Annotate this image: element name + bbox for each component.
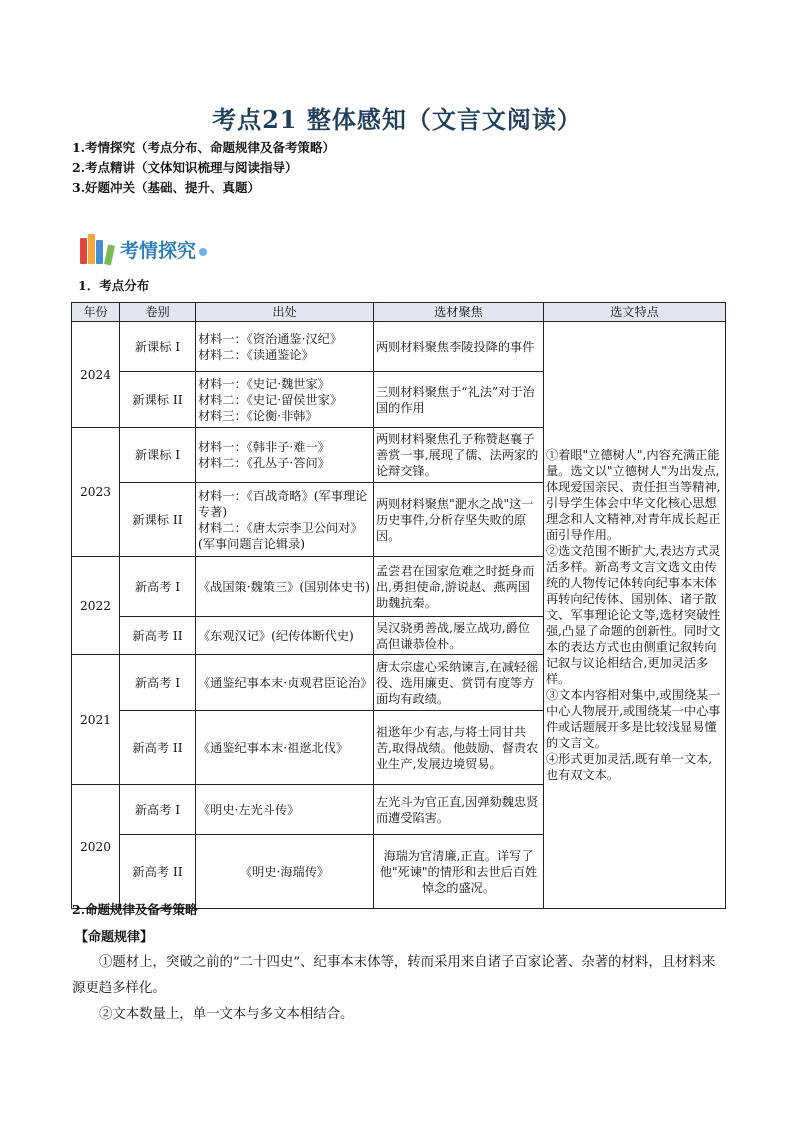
source-cell: 《明史·左光斗传》 bbox=[196, 785, 374, 835]
paper-cell: 新高考 II bbox=[120, 711, 196, 785]
section-2-heading: 2.命题规律及备考策略 bbox=[72, 902, 198, 917]
books-icon bbox=[78, 234, 116, 264]
section-banner bbox=[78, 232, 207, 266]
paper-cell: 新课标 I bbox=[120, 428, 196, 483]
header-cell: 年份 bbox=[72, 303, 120, 322]
paper-cell: 新高考 II bbox=[120, 617, 196, 655]
paper-cell: 新课标 II bbox=[120, 372, 196, 428]
focus-cell: 祖逖年少有志,与将士同甘共苦,取得战绩。他鼓励、督责农业生产,发展边境贸易。 bbox=[374, 711, 544, 785]
year-cell: 2023 bbox=[72, 428, 120, 557]
feature-item: ②选文范围不断扩大,表达方式灵活多样。新高考文言文选文由传统的人物传记体转向纪事本末体再转向纪传体、国别体、诸子散文、军事理论论文等,选材突破性强,凸显了命题的创新性。同时文本的表达方式也由侧重记叙转向记叙与议论相结合,更加灵活多样。 bbox=[546, 544, 721, 686]
feature-item: ④形式更加灵活,既有单一文本,也有双文本。 bbox=[546, 752, 713, 782]
focus-cell: 两则材料聚焦"淝水之战"这一历史事件,分析存坚失败的原因。 bbox=[374, 483, 544, 557]
source-cell: 《明史·海瑞传》 bbox=[196, 835, 374, 909]
focus-cell: 海瑞为官清廉,正直。详写了他"死谏"的情形和去世后百姓悼念的盛况。 bbox=[374, 835, 544, 909]
source-cell: 《战国策·魏策三》(国别体史书) bbox=[196, 557, 374, 617]
page-title: 考点21 整体感知（文言文阅读） bbox=[212, 105, 582, 134]
paper-cell: 新课标 I bbox=[120, 322, 196, 372]
source-cell: 材料一：《史记·魏世家》 材料二：《史记·留侯世家》 材料三：《论衡·非韩》 bbox=[196, 372, 374, 428]
header-cell: 卷别 bbox=[120, 303, 196, 322]
focus-cell: 孟尝君在国家危难之时挺身而出,勇担使命,游说赵、燕两国助魏抗秦。 bbox=[374, 557, 544, 617]
header-cell: 出处 bbox=[196, 303, 374, 322]
outline bbox=[72, 138, 335, 198]
paper-cell: 新高考 II bbox=[120, 835, 196, 909]
feature-item: ①着眼"立德树人",内容充满正能量。选文以"立德树人"为出发点,体现爱国亲民、责任担当等精神,引导学生体会中华文化核心思想理念和人文精神,对青年成长起正面引导作用。 bbox=[546, 448, 721, 542]
focus-cell: 唐太宗虚心采纳谏言,在减轻徭役、选用廉吏、赏罚有度等方面均有政绩。 bbox=[374, 655, 544, 711]
year-cell: 2024 bbox=[72, 322, 120, 428]
outline-item: 1.考情探究（考点分布、命题规律及备考策略） bbox=[72, 140, 336, 155]
year-cell: 2021 bbox=[72, 655, 120, 785]
source-cell: 材料一：《资治通鉴·汉纪》 材料二：《读通鉴论》 bbox=[196, 322, 374, 372]
table-row bbox=[72, 322, 726, 372]
paragraph: ①题材上，突破之前的“二十四史”、纪事本末体等，转而采用来自诸子百家论著、杂著的材料，且材料来源更趋多样化。 bbox=[72, 955, 716, 996]
focus-cell: 左光斗为官正直,因弹劾魏忠贤而遭受陷害。 bbox=[374, 785, 544, 835]
paragraph: ②文本数量上，单一文本与多文本相结合。 bbox=[99, 1007, 354, 1022]
subheading: 1．考点分布 bbox=[78, 278, 150, 293]
source-cell: 材料一：《韩非子·难一》 材料二：《孔丛子·答问》 bbox=[196, 428, 374, 483]
header-cell: 选文特点 bbox=[544, 303, 726, 322]
outline-item: 3.好题冲关（基础、提升、真题） bbox=[72, 180, 261, 195]
features-cell bbox=[544, 322, 726, 909]
distribution-table bbox=[71, 302, 726, 909]
dot-icon bbox=[199, 248, 207, 256]
focus-cell: 三则材料聚焦于“礼法”对于治国的作用 bbox=[374, 372, 544, 428]
focus-cell: 两则材料聚焦李陵投降的事件 bbox=[374, 322, 544, 372]
source-cell: 《通鉴纪事本末·祖逖北伐》 bbox=[196, 711, 374, 785]
paper-cell: 新高考 I bbox=[120, 785, 196, 835]
year-cell: 2022 bbox=[72, 557, 120, 655]
section-banner-label: 考情探究 bbox=[120, 239, 197, 262]
rules-heading: 【命题规律】 bbox=[75, 930, 154, 945]
paper-cell: 新课标 II bbox=[120, 483, 196, 557]
source-cell: 材料一：《百战奇略》(军事理论专著) 材料二：《唐太宗李卫公问对》(军事问题言论辑录) bbox=[196, 483, 374, 557]
header-cell: 选材聚焦 bbox=[374, 303, 544, 322]
source-cell: 《通鉴纪事本末·贞观君臣论治》 bbox=[196, 655, 374, 711]
focus-cell: 吴汉骁勇善战,屡立战功,爵位高但谦恭俭朴。 bbox=[374, 617, 544, 655]
year-cell: 2020 bbox=[72, 785, 120, 909]
feature-item: ③文本内容相对集中,或围绕某一中心人物展开,或围绕某一中心事件或话题展开多是比较浅显易懂的文言文。 bbox=[546, 688, 721, 750]
source-cell: 《东观汉记》(纪传体断代史) bbox=[196, 617, 374, 655]
paper-cell: 新高考 I bbox=[120, 655, 196, 711]
table-header-row bbox=[72, 303, 726, 322]
paper-cell: 新高考 I bbox=[120, 557, 196, 617]
focus-cell: 两则材料聚焦孔子称赞赵襄子善赏一事,展现了儒、法两家的论辩交锋。 bbox=[374, 428, 544, 483]
outline-item: 2.考点精讲（文体知识梳理与阅读指导） bbox=[72, 160, 298, 175]
